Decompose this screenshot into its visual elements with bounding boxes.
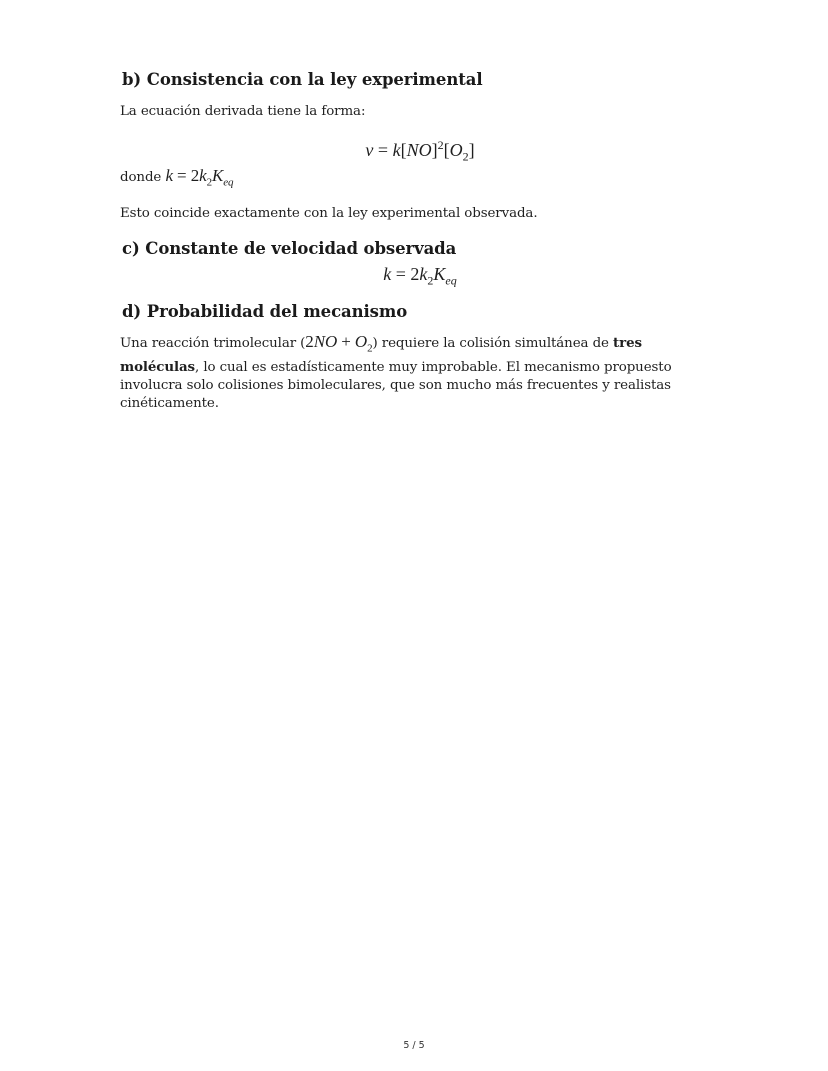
k-definition-math: $k = 2k_2K_{eq}$	[165, 166, 234, 189]
section-d-text-before: Una reacción trimolecular (	[120, 336, 306, 352]
section-d-bold: tres moléculas	[120, 335, 642, 375]
page-content	[120, 70, 720, 413]
section-d-heading: d) Probabilidad del mecanismo	[122, 302, 408, 322]
donde-label: donde	[120, 170, 162, 185]
rate-law-equation: $v = k[NO]^2[O_2]$	[365, 138, 475, 164]
section-d-text-mid: ) requiere la colisión simultánea de	[372, 336, 614, 352]
section-c-heading: c) Constante de velocidad observada	[122, 239, 457, 259]
page-number: 5 / 5	[403, 1040, 425, 1051]
observed-constant-equation: $k = 2k_2K_{eq}$	[383, 264, 457, 288]
section-d-inline-math: $2NO + O_2$	[305, 332, 373, 355]
section-d-paragraph	[120, 333, 720, 412]
section-d-text-after: , lo cual es estadísticamente muy improbable. El mecanismo propuesto involucra solo colisiones bimoleculares, que son mucho más frecuentes y realistas cinéticamente.	[120, 359, 672, 411]
section-b-conclusion: Esto coincide exactamente con la ley experimental observada.	[120, 206, 538, 222]
k-definition-line	[120, 167, 720, 191]
section-b-intro: La ecuación derivada tiene la forma:	[120, 104, 366, 119]
section-b-heading: b) Consistencia con la ley experimental	[122, 70, 483, 89]
